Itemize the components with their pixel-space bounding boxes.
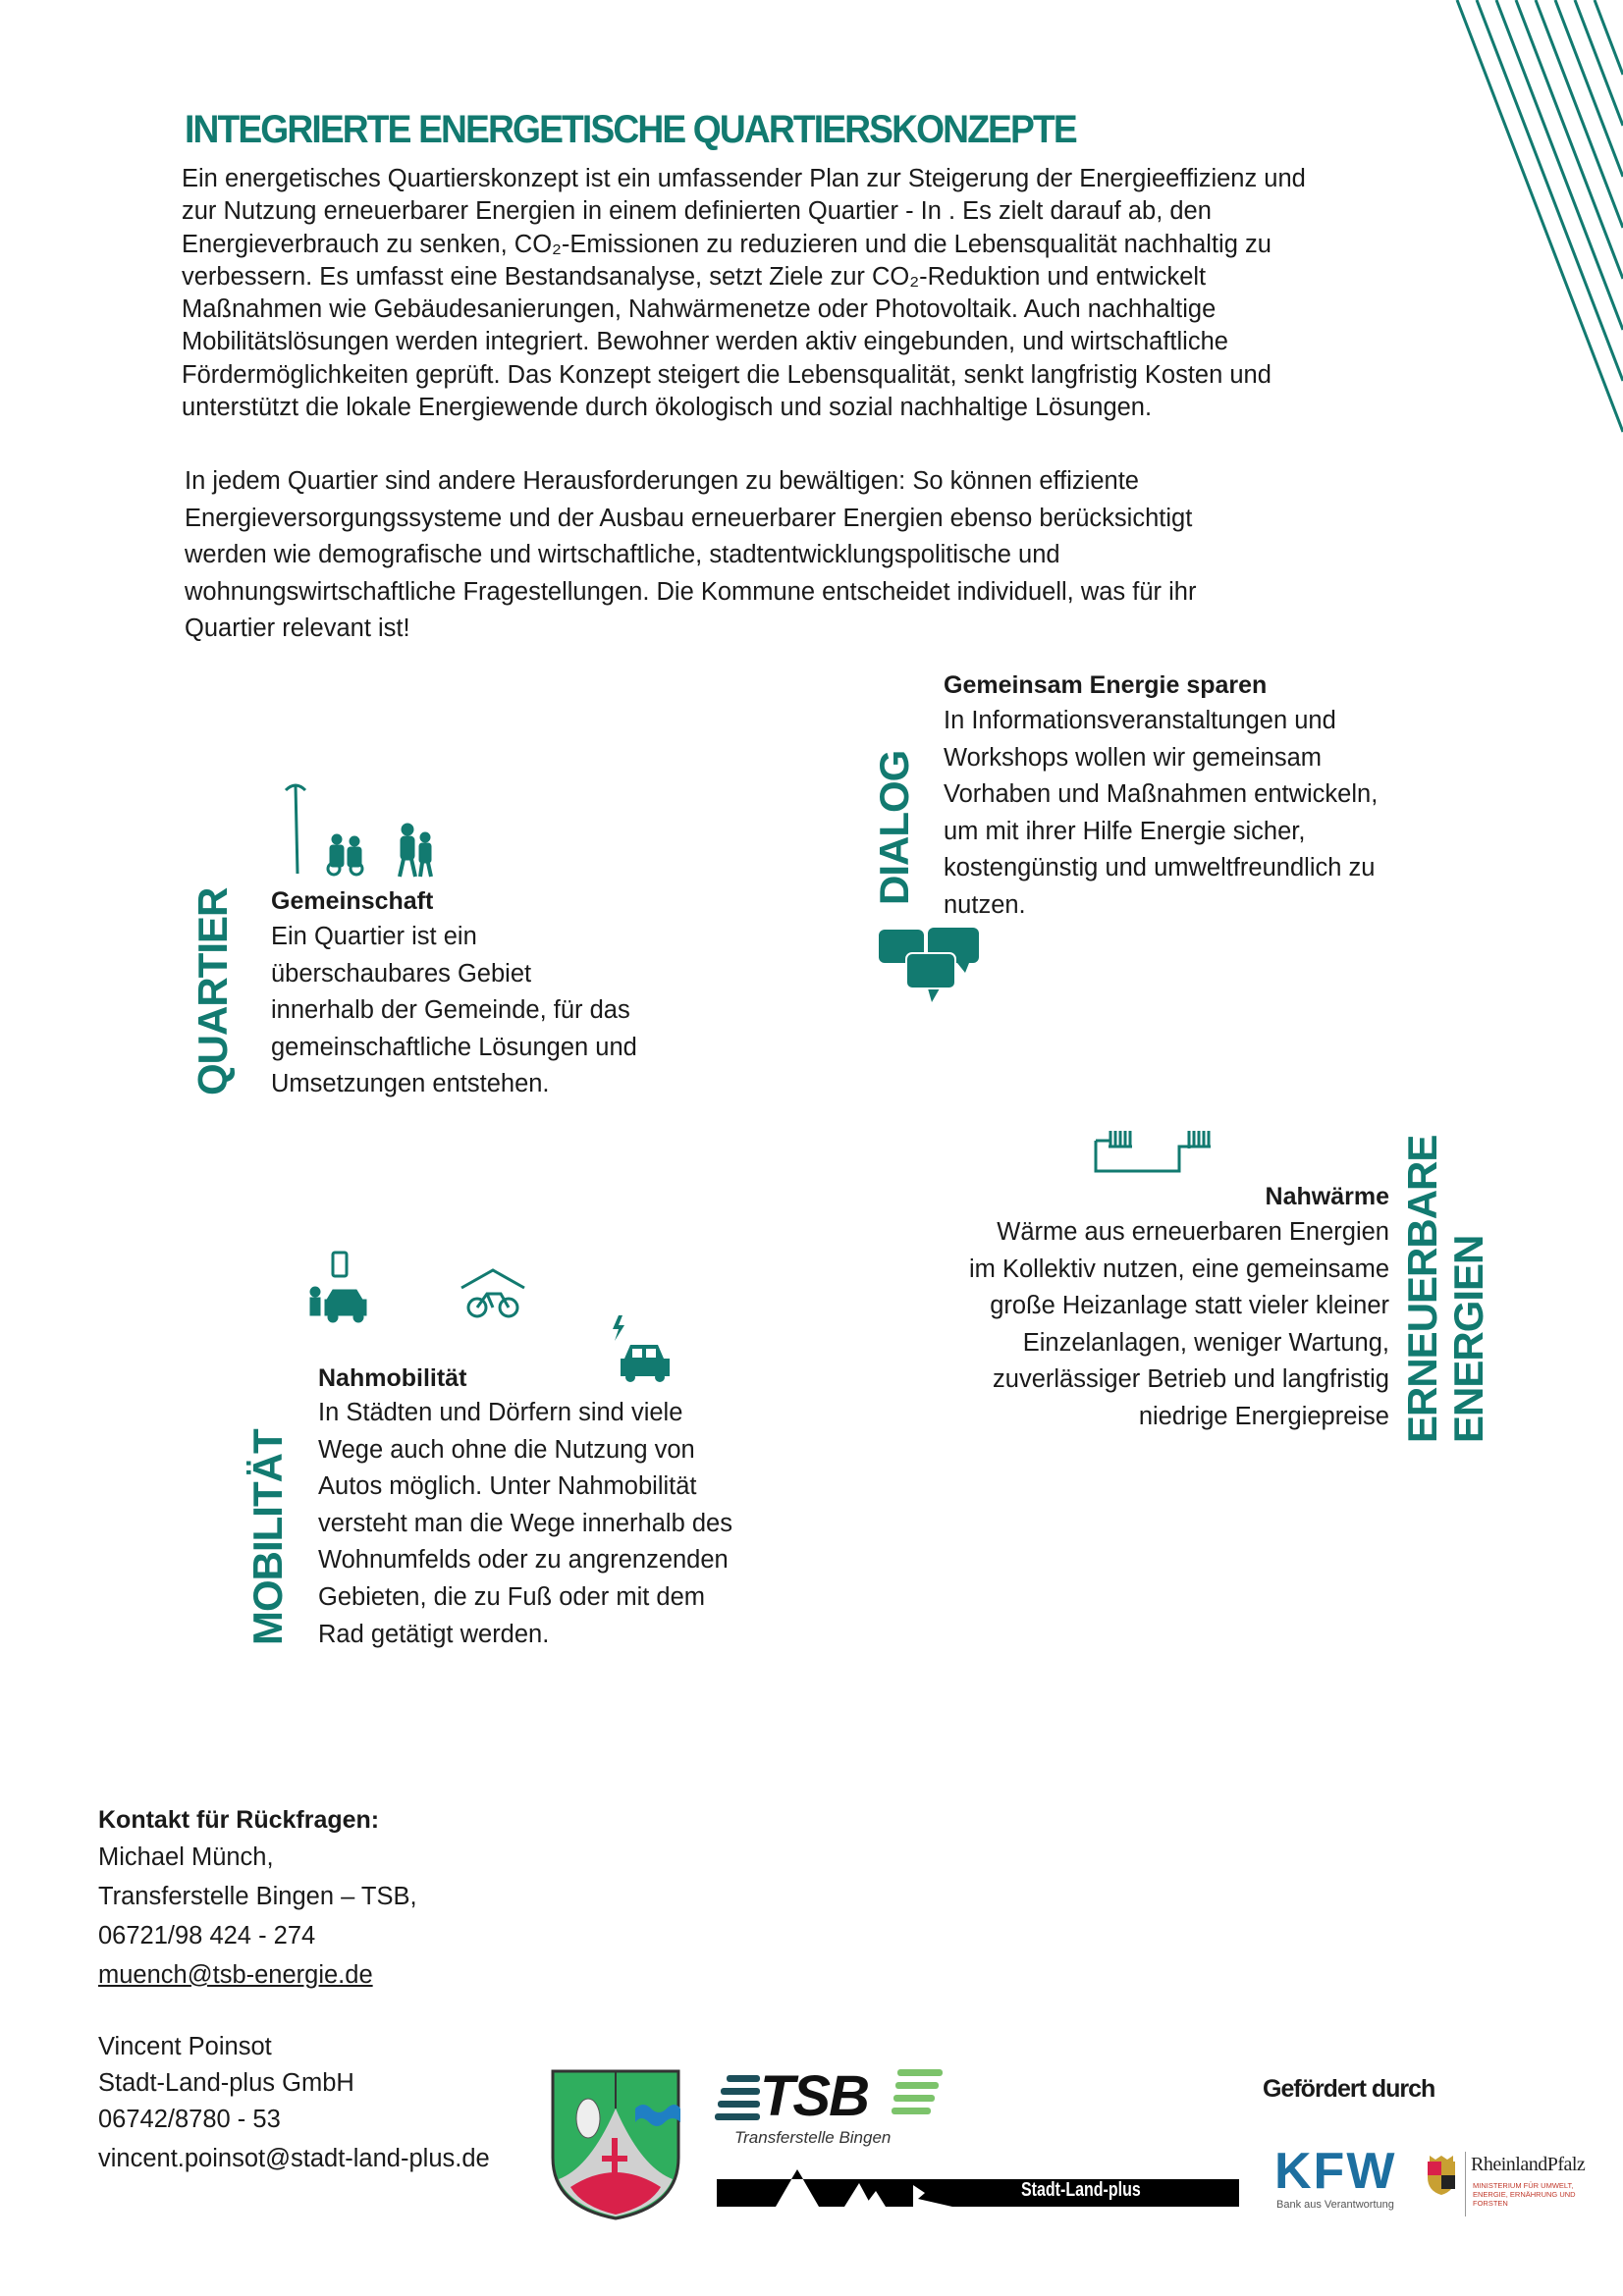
text-line: zuverlässiger Betrieb und langfristig [993,1365,1389,1394]
slp-landscape-shapes [717,2165,1011,2207]
text-line: große Heizanlage statt vieler kleiner [990,1292,1389,1320]
energie-heading: Nahwärme [1265,1183,1389,1210]
community-people-icon [278,780,445,879]
text-line: verbessern. Es umfasst eine Bestandsanalyse, setzt Ziele zur CO₂-Reduktion und entwickelt [182,262,1207,291]
quartier-heading: Gemeinschaft [271,887,434,915]
mobilitaet-heading: Nahmobilität [318,1364,467,1392]
text-line: niedrige Energiepreise [1138,1402,1389,1430]
contact-email-2: vincent.poinsot@stadt-land-plus.de [98,2145,490,2172]
dialog-text [944,703,1378,925]
tsb-logo-text: TSB [760,2064,868,2128]
text-line: gemeinschaftliche Lösungen und [271,1033,637,1061]
text-line: zur Nutzung erneuerbarer Energien in einem definierten Quartier - In . Es zielt darauf ab, den [182,197,1212,226]
second-paragraph [185,463,1196,648]
dialog-heading: Gemeinsam Energie sparen [944,671,1268,699]
quartier-label: QUARTIER [189,887,236,1095]
text-line: Wege auch ohne die Nutzung von [318,1435,695,1464]
energie-label-1: ERNEUERBARE [1399,1135,1445,1443]
contact-phone-2: 06742/8780 - 53 [98,2106,281,2133]
text-line: Fördermöglichkeiten geprüft. Das Konzept steigert die Lebensqualität, senkt langfristig Kosten und [182,360,1271,389]
municipal-crest-logo [551,2069,680,2220]
text-line: Ein Quartier ist ein [271,923,477,950]
stadt-land-plus-logo [717,2165,1239,2207]
text-line: überschaubares Gebiet [271,959,532,988]
kfw-logo [1274,2143,1406,2216]
intro-paragraph [182,163,1306,424]
tsb-stripes-right [892,2069,943,2122]
text-line: Quartier relevant ist! [185,614,410,642]
contact-name-2: Vincent Poinsot [98,2033,272,2060]
contact-org-2: Stadt-Land-plus GmbH [98,2069,354,2097]
kfw-logo-subtitle: Bank aus Verantwortung [1276,2199,1394,2211]
rlp-logo-subtitle: MINISTERIUM FÜR UMWELT, ENERGIE, ERNÄHRUNG UND FORSTEN [1473,2181,1576,2208]
text-line: Energieversorgungssysteme und der Ausbau erneuerbarer Energien ebenso berücksichtigt [185,504,1193,532]
text-line: In Informationsveranstaltungen und [944,707,1336,734]
page-title: INTEGRIERTE ENERGETISCHE QUARTIERSKONZEPTE [185,108,1076,151]
text-line: Gebieten, die zu Fuß oder mit dem [318,1582,706,1611]
text-line: Maßnahmen wie Gebäudesanierungen, Nahwärmenetze oder Photovoltaik. Auch nachhaltige [182,295,1217,324]
contact-name-1: Michael Münch, [98,1843,274,1871]
rlp-logo-text: RheinlandPfalz [1471,2154,1586,2175]
kfw-logo-text: KFW [1274,2143,1397,2200]
text-line: In jedem Quartier sind andere Herausforderungen zu bewältigen: So können effiziente [185,467,1139,495]
bike-shelter-icon [458,1266,528,1321]
text-line: Wohnumfelds oder zu angrenzenden [318,1546,729,1575]
rlp-ministry-logo [1426,2152,1622,2220]
electric-car-icon [611,1315,676,1384]
carsharing-icon [307,1251,370,1325]
text-line: versteht man die Wege innerhalb des [318,1509,732,1537]
energie-text [969,1214,1389,1436]
mobilitaet-text [318,1395,732,1653]
tsb-logo [715,2064,950,2150]
decorative-diagonal-lines [1434,0,1623,452]
text-line: innerhalb der Gemeinde, für das [271,996,630,1025]
text-line: kostengünstig und umweltfreundlich zu [944,854,1376,882]
funded-by-label: Gefördert durch [1263,2075,1435,2103]
rlp-divider [1465,2152,1466,2216]
mobilitaet-label: MOBILITÄT [244,1429,291,1645]
text-line: wohnungswirtschaftliche Fragestellungen. Die Kommune entscheidet individuell, was für ihr [185,577,1197,606]
text-line: In Städten und Dörfern sind viele [318,1399,683,1426]
contact-org-1: Transferstelle Bingen – TSB, [98,1883,417,1910]
tsb-logo-subtitle: Transferstelle Bingen [734,2128,892,2147]
text-line: Ein energetisches Quartierskonzept ist ein umfassender Plan zur Steigerung der Energieeffizienz und [182,165,1306,192]
text-line: im Kollektiv nutzen, eine gemeinsame [968,1255,1389,1283]
text-line: werden wie demografische und wirtschaftliche, stadtentwicklungspolitische und [185,541,1060,568]
text-line: Wärme aus erneuerbaren Energien [997,1218,1389,1246]
text-line: Vorhaben und Maßnahmen entwickeln, [944,780,1379,809]
text-line: Mobilitätslösungen werden integriert. Bewohner werden aktiv eingebunden, und wirtschaftliche [182,328,1228,356]
text-line: Umsetzungen entstehen. [271,1070,550,1098]
text-line: Energieverbrauch zu senken, CO₂-Emissionen zu reduzieren und die Lebensqualität nachhaltig zu [182,230,1271,258]
rlp-coat-of-arms-icon [1426,2156,1457,2195]
quartier-text [271,919,637,1103]
contact-heading: Kontakt für Rückfragen: [98,1806,380,1834]
text-line: Rad getätigt werden. [318,1620,550,1648]
speech-bubbles-icon [879,928,987,1011]
dialog-label: DIALOG [871,750,917,905]
energie-label-2: ENERGIEN [1445,1235,1491,1443]
slp-logo-text: Stadt-Land-plus [1021,2179,1141,2201]
text-line: Einzelanlagen, weniger Wartung, [1022,1328,1389,1357]
contact-email-1[interactable]: muench@tsb-energie.de [98,1961,373,1989]
text-line: um mit ihrer Hilfe Energie sicher, [944,817,1306,845]
contact-phone-1: 06721/98 424 - 274 [98,1922,316,1949]
text-line: unterstützt die lokale Energiewende durch ökologisch und sozial nachhaltige Lösungen. [182,394,1153,422]
tsb-stripes-left [715,2075,760,2122]
text-line: nutzen. [944,890,1026,919]
text-line: Autos möglich. Unter Nahmobilität [318,1472,697,1501]
text-line: Workshops wollen wir gemeinsam [944,743,1323,772]
heating-network-icon [1091,1127,1218,1176]
